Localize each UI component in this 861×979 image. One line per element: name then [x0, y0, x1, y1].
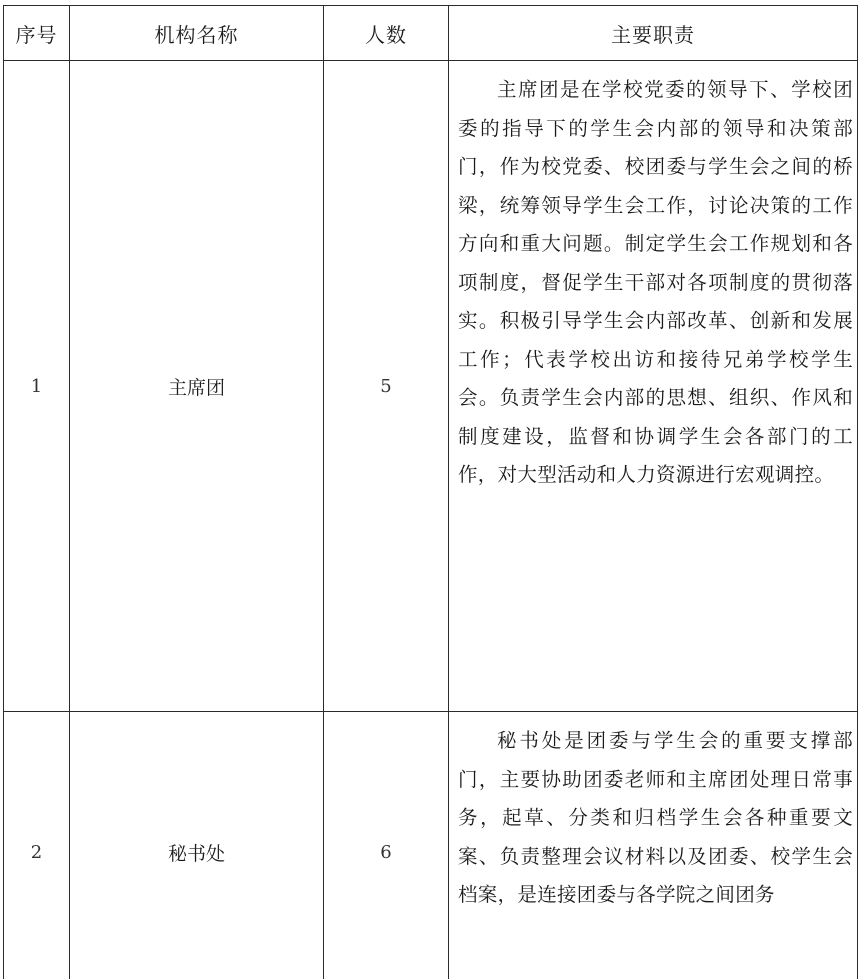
row-org-name: 主席团 [70, 61, 324, 712]
row-duty-text: 主席团是在学校党委的领导下、学校团委的指导下的学生会内部的领导和决策部门，作为校党委、校团委与学生会之间的桥梁，统筹领导学生会工作，讨论决策的工作方向和重大问题。制定学生会工作规划和各项制度，督促学生干部对各项制度的贯彻落实。积极引导学生会内部改革、创新和发展工作；代表学校出访和接待兄弟学校学生会。负责学生会内部的思想、组织、作风和制度建设，监督和协调学生会各部门的工作，对大型活动和人力资源进行宏观调控。 [458, 78, 853, 486]
header-duty: 主要职责 [449, 6, 858, 61]
table-row [4, 61, 858, 712]
table-header-row [4, 6, 858, 61]
row-member-count: 5 [324, 61, 449, 712]
table-row [4, 712, 858, 979]
row-index: 2 [4, 712, 70, 979]
header-index: 序号 [4, 6, 70, 61]
row-member-count: 6 [324, 712, 449, 979]
organization-table [3, 5, 858, 979]
header-count: 人数 [324, 6, 449, 61]
row-duty-cell [449, 61, 858, 712]
header-name: 机构名称 [70, 6, 324, 61]
row-duty-cell [449, 712, 858, 979]
row-duty-text: 秘书处是团委与学生会的重要支撑部门，主要协助团委老师和主席团处理日常事务，起草、分类和归档学生会各种重要文案、负责整理会议材料以及团委、校学生会档案，是连接团委与各学院之间团务 [458, 729, 853, 906]
row-org-name: 秘书处 [70, 712, 324, 979]
row-index: 1 [4, 61, 70, 712]
